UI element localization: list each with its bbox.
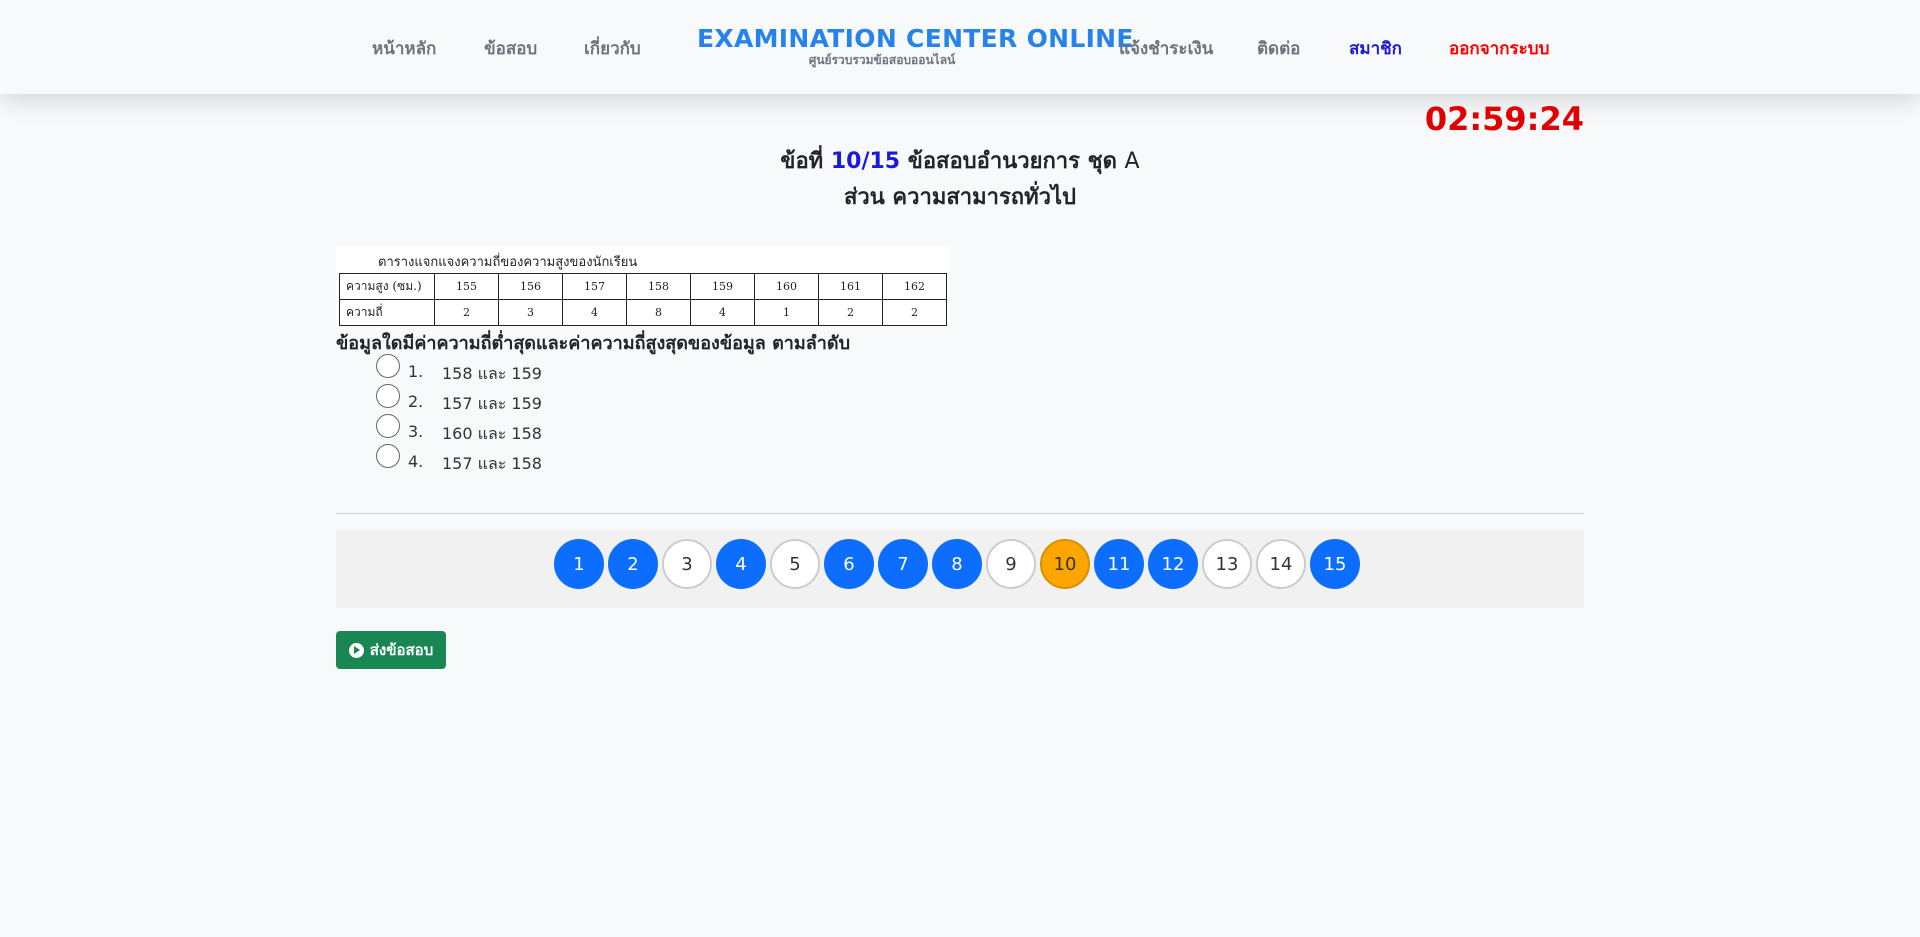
choice-number: 3. (408, 422, 424, 441)
frequency-table (339, 273, 947, 326)
top-navbar (0, 0, 1920, 94)
arrow-circle-right-icon (349, 643, 364, 658)
choice-number: 4. (408, 452, 424, 471)
divider (336, 513, 1584, 514)
question-pagination (336, 530, 1584, 608)
page-button-12[interactable]: 12 (1148, 539, 1198, 589)
page-button-15[interactable]: 15 (1310, 539, 1360, 589)
page-button-6[interactable]: 6 (824, 539, 874, 589)
brand-subtitle: ศูนย์รวบรวมข้อสอบออนไลน์ (808, 53, 956, 67)
nav-contact[interactable]: ติดต่อ (1257, 39, 1301, 59)
choice-2-radio[interactable] (376, 384, 400, 408)
choice-4-radio[interactable] (376, 444, 400, 468)
exam-name: ข้อสอบอำนวยการ ชุด (907, 149, 1117, 174)
frequency-cell: 1 (755, 300, 819, 326)
submit-exam-button[interactable] (336, 631, 446, 669)
page-button-2[interactable]: 2 (608, 539, 658, 589)
frequency-cell: 2 (435, 300, 499, 326)
page-button-11[interactable]: 11 (1094, 539, 1144, 589)
height-cell: 160 (755, 274, 819, 300)
page-button-4[interactable]: 4 (716, 539, 766, 589)
table-caption: ตารางแจกแจงความถี่ของความสูงของนักเรียน (378, 255, 638, 270)
page-button-10[interactable]: 10 (1040, 539, 1090, 589)
frequency-table-image (336, 246, 950, 326)
question-prefix: ข้อที่ (780, 149, 824, 174)
height-cell: 156 (499, 274, 563, 300)
exam-set: A (1124, 149, 1140, 174)
page-button-13[interactable]: 13 (1202, 539, 1252, 589)
frequency-cell: 2 (883, 300, 947, 326)
frequency-cell: 3 (499, 300, 563, 326)
height-cell: 155 (435, 274, 499, 300)
nav-about[interactable]: เกี่ยวกับ (584, 39, 641, 59)
choice-text: 157 และ 158 (442, 454, 542, 473)
choice-3[interactable] (376, 412, 676, 442)
choice-text: 157 และ 159 (442, 394, 542, 413)
section-title: ส่วน ความสามารถทั่วไป (843, 185, 1077, 210)
question-title (0, 144, 1920, 180)
choice-3-radio[interactable] (376, 414, 400, 438)
choice-4[interactable] (376, 442, 676, 472)
brand-title: EXAMINATION CENTER ONLINE (697, 24, 1134, 53)
countdown-timer: 02:59:24 (1424, 100, 1584, 138)
answer-choices (376, 352, 676, 472)
nav-payment[interactable]: แจ้งชำระเงิน (1119, 39, 1214, 59)
nav-logout[interactable]: ออกจากระบบ (1449, 39, 1550, 59)
choice-2[interactable] (376, 382, 676, 412)
choice-number: 2. (408, 392, 424, 411)
page-button-9[interactable]: 9 (986, 539, 1036, 589)
question-text: ข้อมูลใดมีค่าความถี่ต่ำสุดและค่าความถี่สูงสุดของข้อมูล ตามลำดับ (336, 333, 851, 354)
submit-label: ส่งข้อสอบ (369, 641, 434, 659)
height-cell: 162 (883, 274, 947, 300)
frequency-cell: 4 (691, 300, 755, 326)
frequency-cell: 4 (563, 300, 627, 326)
height-cell: 159 (691, 274, 755, 300)
height-cell: 157 (563, 274, 627, 300)
frequency-cell: 2 (819, 300, 883, 326)
page-button-3[interactable]: 3 (662, 539, 712, 589)
question-number: 10/15 (830, 149, 901, 174)
page-button-7[interactable]: 7 (878, 539, 928, 589)
choice-1[interactable] (376, 352, 676, 382)
choice-text: 160 และ 158 (442, 424, 542, 443)
frequency-cell: 8 (627, 300, 691, 326)
height-row (340, 274, 947, 300)
frequency-row (340, 300, 947, 326)
choice-1-radio[interactable] (376, 354, 400, 378)
question-header (0, 144, 1920, 216)
frequency-row-label: ความถี่ (340, 300, 435, 326)
brand-logo[interactable] (697, 24, 1134, 70)
choice-number: 1. (408, 362, 424, 381)
page-button-5[interactable]: 5 (770, 539, 820, 589)
page-button-14[interactable]: 14 (1256, 539, 1306, 589)
page-button-8[interactable]: 8 (932, 539, 982, 589)
nav-home[interactable]: หน้าหลัก (372, 39, 437, 59)
nav-member[interactable]: สมาชิก (1349, 39, 1402, 59)
nav-exams[interactable]: ข้อสอบ (484, 39, 538, 59)
choice-text: 158 และ 159 (442, 364, 542, 383)
height-row-label: ความสูง (ซม.) (340, 274, 435, 300)
page-button-1[interactable]: 1 (554, 539, 604, 589)
height-cell: 158 (627, 274, 691, 300)
pagination-buttons (554, 539, 1360, 589)
height-cell: 161 (819, 274, 883, 300)
